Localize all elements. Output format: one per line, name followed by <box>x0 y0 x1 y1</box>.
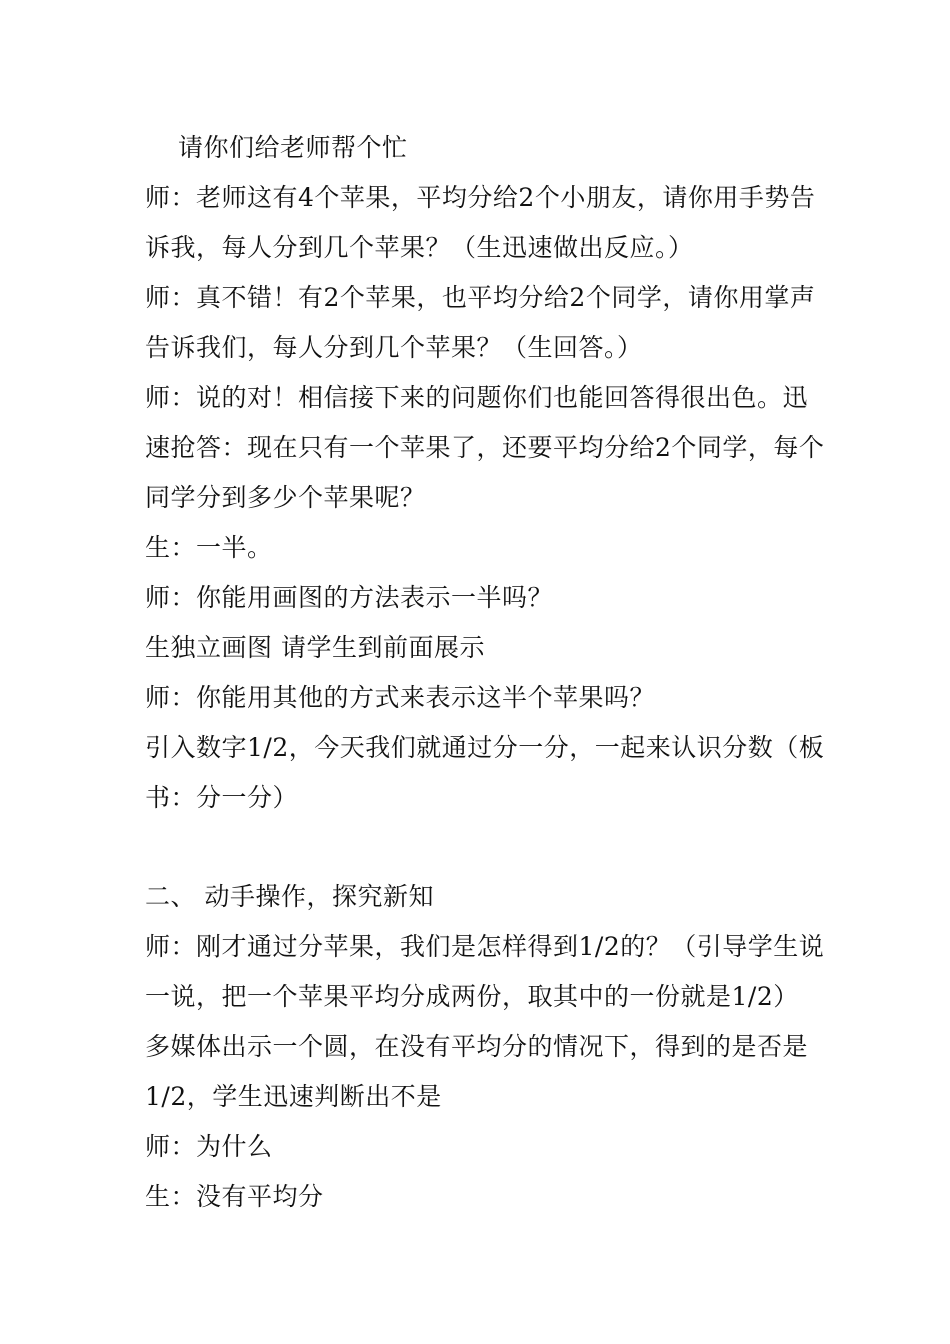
text-line: 师：为什么 <box>145 1132 273 1161</box>
text-line: 生：没有平均分 <box>145 1182 324 1211</box>
text-line: 生：一半。 <box>145 533 273 562</box>
text-line: 师：老师这有4个苹果，平均分给2个小朋友，请你用手势告 <box>145 183 816 212</box>
text-line: 生独立画图 请学生到前面展示 <box>145 633 485 662</box>
text-line: 师：你能用其他的方式来表示这半个苹果吗？ <box>145 683 656 712</box>
text-line: 师：真不错！有2个苹果，也平均分给2个同学，请你用掌声 <box>145 283 816 312</box>
section-heading: 二、 动手操作，探究新知 <box>145 882 434 911</box>
text-line: 速抢答：现在只有一个苹果了，还要平均分给2个同学，每个 <box>145 433 825 462</box>
text-line: 引入数字1/2，今天我们就通过分一分，一起来认识分数（板 <box>145 733 825 762</box>
text-line: 师：说的对！相信接下来的问题你们也能回答得很出色。迅 <box>145 383 809 412</box>
text-line: 诉我，每人分到几个苹果？（生迅速做出反应。） <box>145 233 694 262</box>
text-line: 师：刚才通过分苹果，我们是怎样得到1/2的？（引导学生说 <box>145 932 825 961</box>
text-line: 一说，把一个苹果平均分成两份，取其中的一份就是1/2） <box>145 982 799 1011</box>
text-line: 同学分到多少个苹果呢？ <box>145 483 426 512</box>
intro-line: 请你们给老师帮个忙 <box>178 133 408 162</box>
text-line: 告诉我们，每人分到几个苹果？（生回答。） <box>145 333 643 362</box>
text-line: 书：分一分） <box>145 783 299 812</box>
text-line: 师：你能用画图的方法表示一半吗？ <box>145 583 554 612</box>
text-line: 多媒体出示一个圆，在没有平均分的情况下，得到的是否是 <box>145 1032 809 1061</box>
text-line: 1/2，学生迅速判断出不是 <box>145 1082 442 1111</box>
